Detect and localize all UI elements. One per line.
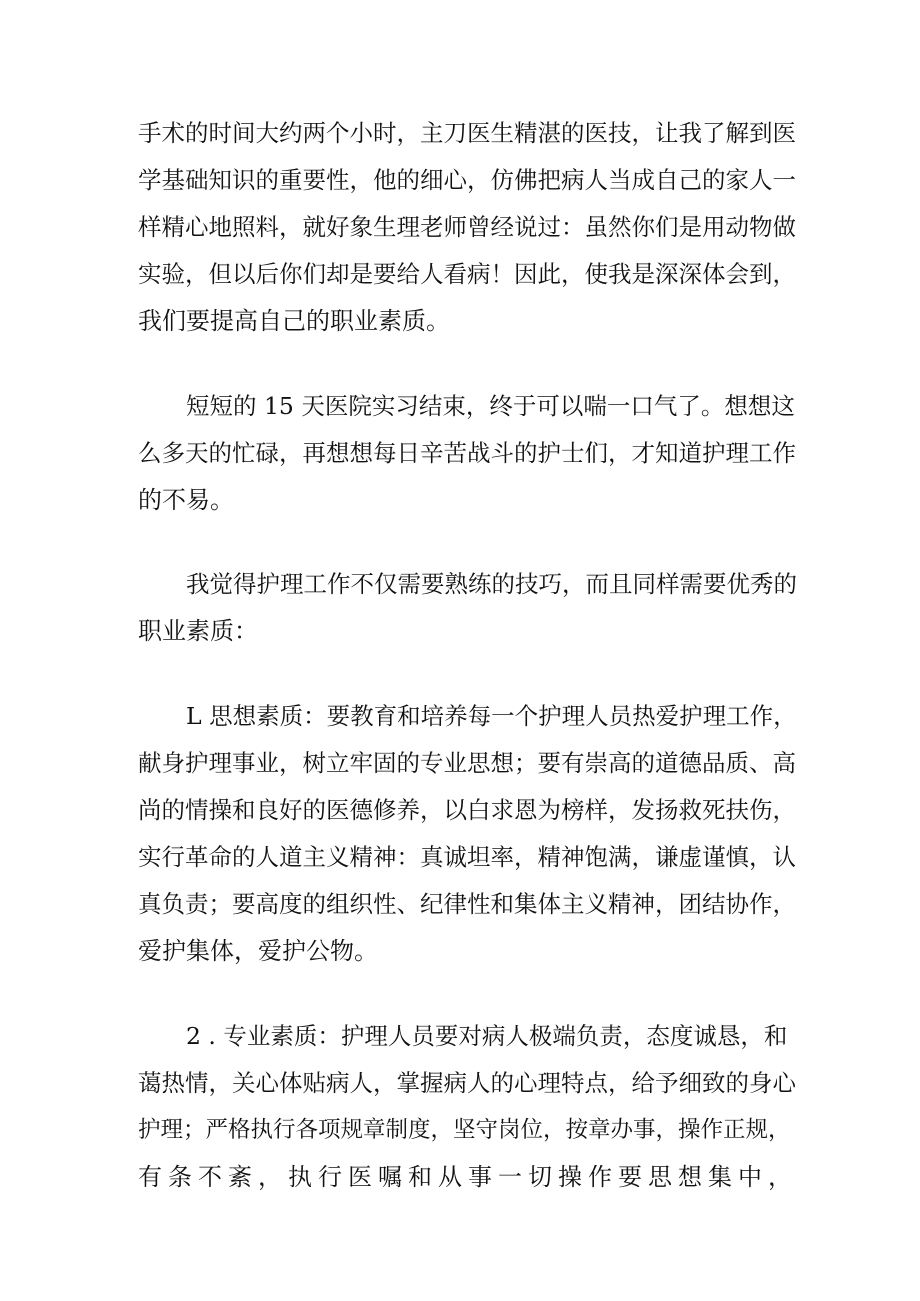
paragraph-line: 实验，但以后你们却是要给人看病！因此，使我是深深体会到， xyxy=(138,260,796,288)
paragraph-line: 尚的情操和良好的医德修养，以白求恩为榜样，发扬救死扶伤， xyxy=(138,796,796,824)
paragraph-line: 手术的时间大约两个小时，主刀医生精湛的医技，让我了解到医 xyxy=(138,119,796,147)
paragraph-line: 蔼热情，关心体贴病人，掌握病人的心理特点，给予细致的身心 xyxy=(138,1069,796,1097)
paragraph-line: 实行革命的人道主义精神：真诚坦率，精神饱满，谦虚谨慎，认 xyxy=(138,843,796,871)
paragraph-line: 职业素质： xyxy=(138,617,258,645)
paragraph-line: 我觉得护理工作不仅需要熟练的技巧，而且同样需要优秀的 xyxy=(186,570,797,598)
paragraph-line: 样精心地照料，就好象生理老师曾经说过：虽然你们是用动物做 xyxy=(138,213,796,241)
paragraph-line: 的不易。 xyxy=(138,486,234,514)
paragraph-line: 短短的 15 天医院实习结束，终于可以喘一口气了。想想这 xyxy=(186,392,795,420)
paragraph-line: 爱护集体，爱护公物。 xyxy=(138,937,378,965)
paragraph-line: 学基础知识的重要性，他的细心，仿佛把病人当成自己的家人一 xyxy=(138,166,796,194)
paragraph-line: 真负责；要高度的组织性、纪律性和集体主义精神，团结协作， xyxy=(138,890,796,918)
paragraph-line: 么多天的忙碌，再想想每日辛苦战斗的护士们，才知道护理工作 xyxy=(138,439,796,467)
paragraph-line: 有条不紊，执行医嘱和从事一切操作要思想集中， xyxy=(138,1163,798,1191)
paragraph-line: 献身护理事业，树立牢固的专业思想；要有崇高的道德品质、高 xyxy=(138,749,796,777)
paragraph-line: L 思想素质：要教育和培养每一个护理人员热爱护理工作， xyxy=(186,702,797,730)
paragraph-line: 我们要提高自己的职业素质。 xyxy=(138,307,450,335)
paragraph-line: 护理；严格执行各项规章制度，坚守岗位，按章办事，操作正规， xyxy=(138,1117,791,1143)
paragraph-line: 2 . 专业素质：护理人员要对病人极端负责，态度诚恳，和 xyxy=(186,1022,788,1050)
